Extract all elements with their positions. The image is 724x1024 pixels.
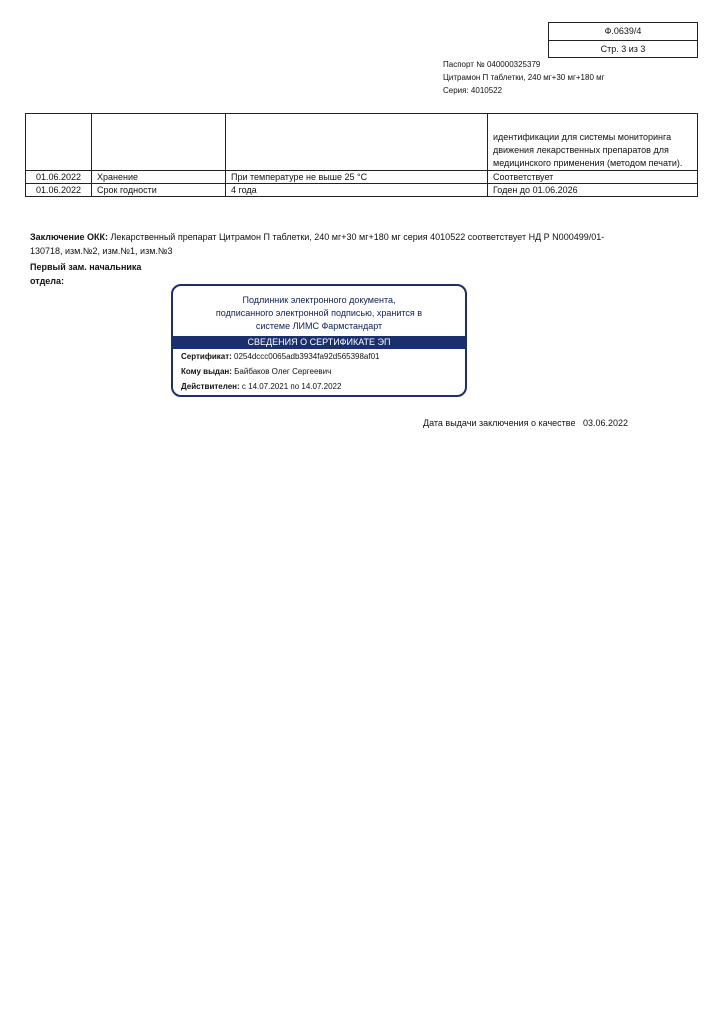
results-table xyxy=(25,113,698,197)
signer-department: отдела: xyxy=(30,276,65,286)
passport-header xyxy=(443,58,605,97)
table-row xyxy=(26,114,698,171)
signer-position: Первый зам. начальника xyxy=(30,262,142,272)
stamp-bar: СВЕДЕНИЯ О СЕРТИФИКАТЕ ЭП xyxy=(173,336,465,349)
conclusion xyxy=(30,230,630,258)
row-date: 01.06.2022 xyxy=(26,171,92,184)
row-norm: 4 года xyxy=(226,184,488,197)
continuation-cell: идентификации для системы мониторинга движения лекарственных препаратов для медицинского применения (методом печати). xyxy=(488,114,698,171)
stamp-line: Подлинник электронного документа, xyxy=(242,295,396,305)
page-counter: Стр. 3 из 3 xyxy=(549,40,697,57)
conclusion-label: Заключение ОКК: xyxy=(30,232,109,242)
row-result: Соответствует xyxy=(488,171,698,184)
stamp-line: подписанного электронной подписью, хранится в xyxy=(215,308,423,318)
form-code: Ф.0639/4 xyxy=(604,26,642,36)
certificate-line: Сертификат: 0254dccc0065adb3934fa92d565398af01 xyxy=(181,352,380,361)
series-number: Серия: 4010522 xyxy=(443,86,503,95)
conclusion-text: Лекарственный препарат Цитрамон П таблетки, 240 мг+30 мг+180 мг серия 4010522 соответствует НД Р N000499/01-130718, изм.№2, изм.№1, изм.№3 xyxy=(30,232,605,256)
row-norm: При температуре не выше 25 °С xyxy=(226,171,488,184)
form-code-box xyxy=(548,22,698,58)
stamp-header xyxy=(173,286,465,336)
issued-to-line: Кому выдан: Байбаков Олег Сергеевич xyxy=(181,367,332,376)
table-row xyxy=(26,171,698,184)
row-date: 01.06.2022 xyxy=(26,184,92,197)
row-indicator: Срок годности xyxy=(92,184,226,197)
electronic-signature-stamp xyxy=(171,284,467,397)
signer-block xyxy=(30,260,141,288)
validity-line: Действителен: с 14.07.2021 по 14.07.2022 xyxy=(181,382,342,391)
stamp-line: системе ЛИМС Фармстандарт xyxy=(255,321,383,331)
row-result: Годен до 01.06.2026 xyxy=(488,184,698,197)
product-name: Цитрамон П таблетки, 240 мг+30 мг+180 мг xyxy=(443,73,605,82)
row-indicator: Хранение xyxy=(92,171,226,184)
table-row xyxy=(26,184,698,197)
issue-date: Дата выдачи заключения о качестве 03.06.2022 xyxy=(423,418,629,428)
passport-number: Паспорт № 040000325379 xyxy=(443,60,541,69)
